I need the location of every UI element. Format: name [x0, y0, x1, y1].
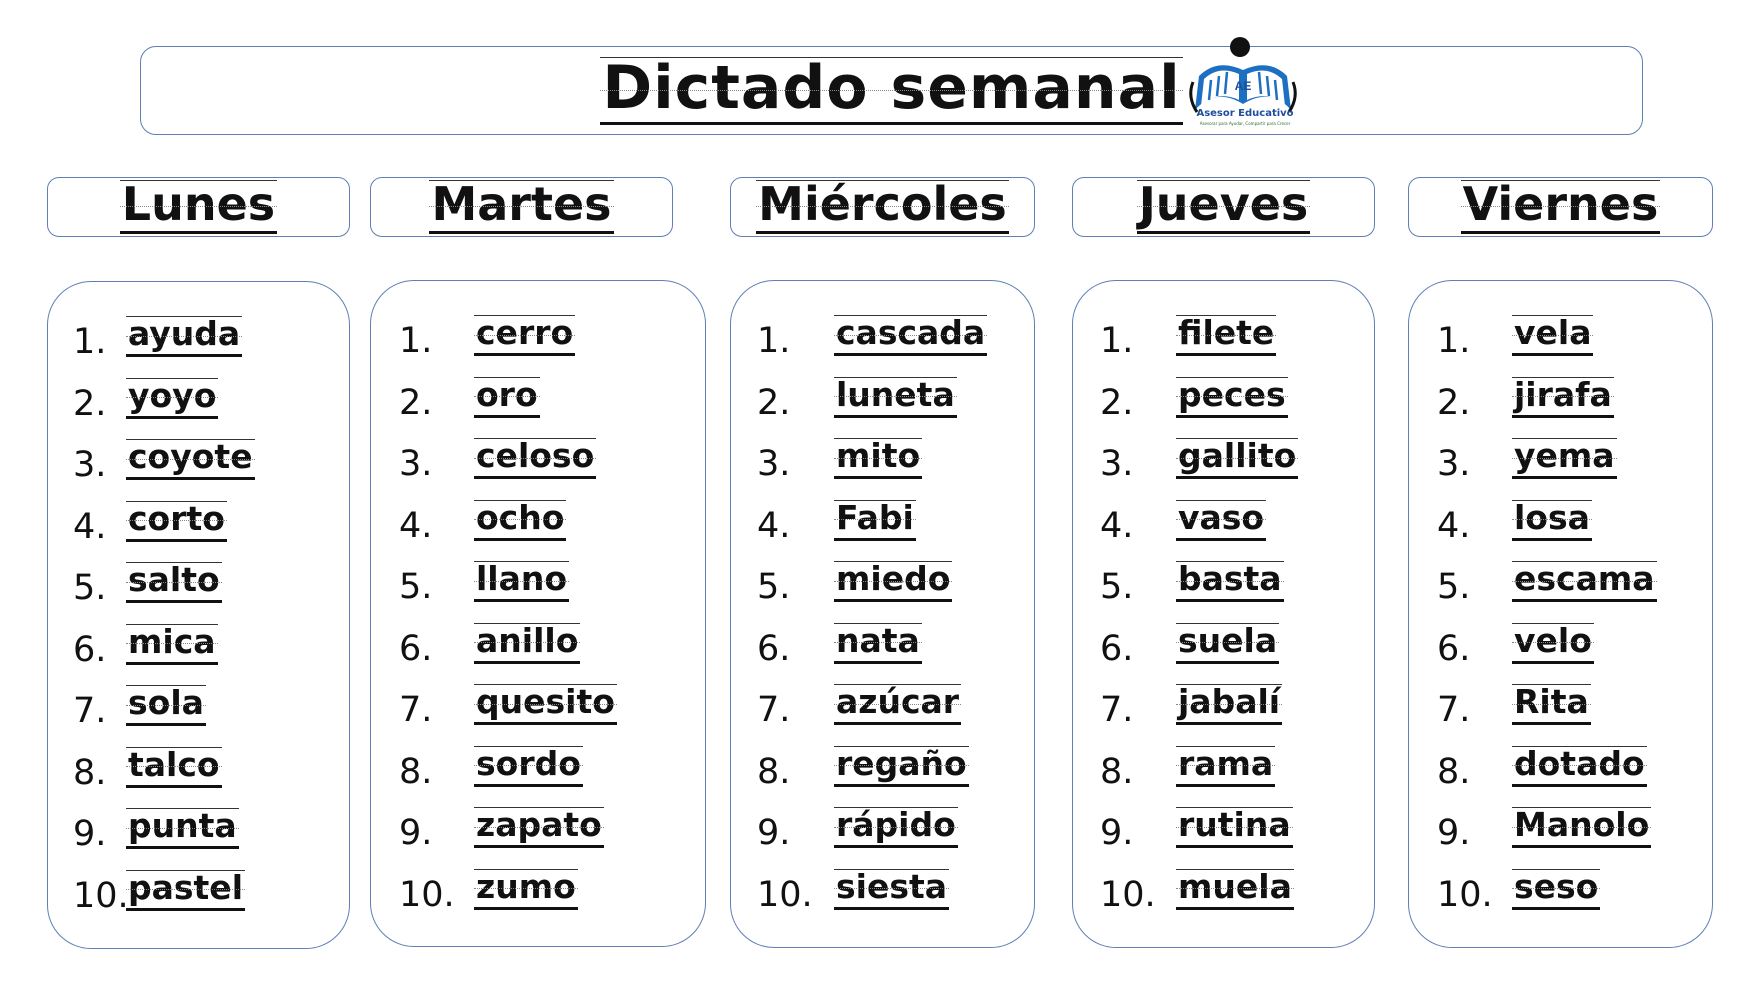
list-item: [1073, 315, 1374, 375]
list-item: [1073, 561, 1374, 621]
word-cell: [1176, 561, 1284, 602]
word-cell: [834, 438, 922, 479]
word-cell: [1512, 561, 1657, 602]
word-cell: [1512, 684, 1591, 725]
list-item: [731, 438, 1034, 498]
day-header-lunes: [47, 177, 350, 237]
item-number: 10.: [1100, 874, 1156, 915]
dictation-word: salto: [126, 562, 222, 603]
word-cell: [1512, 374, 1614, 418]
word-cell: [474, 561, 569, 602]
list-item: [1409, 743, 1712, 806]
dictation-word: cascada: [834, 315, 987, 356]
list-item: [371, 620, 705, 683]
day-label: Martes: [429, 180, 613, 234]
word-cell: [126, 808, 239, 849]
word-cell: [1176, 374, 1288, 418]
item-number: 6.: [757, 628, 791, 669]
list-item: [48, 375, 349, 438]
dictation-word: celoso: [474, 438, 596, 479]
list-item: [1073, 684, 1374, 744]
dictation-word: pastel: [126, 870, 245, 911]
list-item: [371, 866, 705, 929]
dictation-word: jirafa: [1512, 377, 1614, 418]
item-number: 4.: [757, 505, 791, 546]
word-cell: [126, 744, 222, 788]
day-header-jueves: [1072, 177, 1375, 237]
list-item: [1073, 438, 1374, 498]
word-list-jueves: [1072, 280, 1375, 948]
word-cell: [1176, 620, 1279, 664]
logo-name: Asesor Educativo: [1196, 108, 1294, 119]
item-number: 9.: [73, 814, 107, 854]
list-item: [1409, 497, 1712, 560]
word-cell: [834, 743, 969, 787]
dictation-word: dotado: [1512, 746, 1647, 787]
dictation-word: suela: [1176, 623, 1279, 664]
dictation-word: yoyo: [126, 378, 218, 419]
dictation-word: muela: [1176, 869, 1294, 910]
dictation-word: zapato: [474, 807, 604, 848]
list-item: [48, 808, 349, 868]
word-cell: [1176, 497, 1266, 541]
word-cell: [834, 497, 916, 541]
item-number: 4.: [1437, 505, 1471, 546]
item-number: 5.: [1437, 567, 1471, 607]
dictation-word: vaso: [1176, 500, 1266, 541]
word-list-martes: [370, 280, 706, 947]
dictation-word: regaño: [834, 746, 969, 787]
dictation-word: ocho: [474, 500, 566, 541]
dictation-word: velo: [1512, 623, 1594, 664]
item-number: 7.: [73, 691, 107, 731]
item-number: 3.: [73, 445, 107, 485]
list-item: [1073, 866, 1374, 929]
dictation-word: rama: [1176, 746, 1275, 787]
dictation-word: mito: [834, 438, 922, 479]
item-number: 8.: [399, 751, 433, 792]
word-cell: [834, 866, 949, 910]
list-item: [731, 866, 1034, 929]
list-item: [48, 316, 349, 376]
list-item: [731, 807, 1034, 867]
word-cell: [126, 498, 227, 542]
day-label: Jueves: [1137, 180, 1311, 234]
dictation-word: Fabi: [834, 500, 916, 541]
list-item: [731, 497, 1034, 560]
list-item: [371, 684, 705, 744]
list-item: [1409, 866, 1712, 929]
dictation-word: vela: [1512, 315, 1593, 356]
item-number: 8.: [1100, 751, 1134, 792]
list-item: [1073, 807, 1374, 867]
item-number: 9.: [757, 813, 791, 853]
dictation-word: jabalí: [1176, 684, 1282, 725]
word-cell: [834, 807, 958, 848]
item-number: 7.: [757, 690, 791, 730]
dictation-word: quesito: [474, 684, 617, 725]
item-number: 1.: [1437, 321, 1471, 361]
word-cell: [474, 684, 617, 725]
item-number: 1.: [757, 321, 791, 361]
dictation-word: rutina: [1176, 807, 1293, 848]
dictation-word: rápido: [834, 807, 958, 848]
item-number: 6.: [1437, 628, 1471, 669]
item-number: 3.: [757, 444, 791, 484]
dictation-word: sordo: [474, 746, 583, 787]
list-item: [371, 315, 705, 375]
dictation-word: sola: [126, 685, 206, 726]
dictation-word: talco: [126, 747, 222, 788]
word-cell: [1512, 743, 1647, 787]
word-cell: [1512, 497, 1592, 541]
list-item: [371, 374, 705, 437]
item-number: 10.: [1437, 874, 1493, 915]
item-number: 2.: [757, 382, 791, 423]
word-cell: [1512, 315, 1593, 356]
dictation-word: zumo: [474, 869, 578, 910]
list-item: [731, 620, 1034, 683]
word-cell: [474, 743, 583, 787]
list-item: [371, 561, 705, 621]
word-cell: [1176, 315, 1276, 356]
word-cell: [834, 315, 987, 356]
item-number: 4.: [399, 505, 433, 546]
logo-tagline: Asesorar para Ayudar, Compartir para Crecer: [1199, 121, 1291, 126]
dictation-word: ayuda: [126, 316, 242, 357]
word-cell: [1176, 743, 1275, 787]
word-cell: [474, 620, 580, 664]
item-number: 8.: [757, 751, 791, 792]
word-cell: [474, 374, 540, 418]
list-item: [48, 498, 349, 561]
word-cell: [126, 375, 218, 419]
word-cell: [1512, 866, 1600, 910]
item-number: 5.: [73, 568, 107, 608]
list-item: [371, 743, 705, 806]
word-cell: [1176, 438, 1298, 479]
word-cell: [474, 438, 596, 479]
logo-monogram: AE: [1234, 79, 1252, 93]
dictation-word: Manolo: [1512, 807, 1651, 848]
list-item: [1073, 743, 1374, 806]
item-number: 10.: [399, 874, 455, 915]
dictation-word: losa: [1512, 500, 1592, 541]
list-item: [1409, 438, 1712, 498]
item-number: 10.: [757, 874, 813, 915]
item-number: 10.: [73, 875, 129, 916]
dictation-word: siesta: [834, 869, 949, 910]
word-cell: [126, 439, 255, 480]
dictation-word: azúcar: [834, 684, 961, 725]
item-number: 6.: [1100, 628, 1134, 669]
item-number: 3.: [1100, 444, 1134, 484]
list-item: [1409, 315, 1712, 375]
list-item: [371, 438, 705, 498]
item-number: 2.: [1100, 382, 1134, 423]
dictation-word: llano: [474, 561, 569, 602]
dictation-word: yema: [1512, 438, 1617, 479]
list-item: [1409, 374, 1712, 437]
list-item: [731, 315, 1034, 375]
dictation-word: peces: [1176, 377, 1288, 418]
dictation-word: punta: [126, 808, 239, 849]
list-item: [48, 562, 349, 622]
item-number: 7.: [1437, 690, 1471, 730]
dictation-word: nata: [834, 623, 922, 664]
word-cell: [1512, 438, 1617, 479]
list-item: [731, 374, 1034, 437]
list-item: [731, 684, 1034, 744]
list-item: [48, 744, 349, 807]
list-item: [1409, 807, 1712, 867]
word-cell: [474, 315, 575, 356]
item-number: 8.: [73, 752, 107, 793]
word-cell: [474, 807, 604, 848]
day-header-viernes: [1408, 177, 1713, 237]
item-number: 8.: [1437, 751, 1471, 792]
item-number: 2.: [399, 382, 433, 423]
list-item: [48, 621, 349, 684]
word-cell: [126, 685, 206, 726]
item-number: 6.: [399, 628, 433, 669]
item-number: 2.: [1437, 382, 1471, 423]
list-item: [48, 867, 349, 930]
item-number: 5.: [757, 567, 791, 607]
title-banner: [140, 46, 1643, 135]
item-number: 6.: [73, 629, 107, 670]
word-cell: [834, 561, 952, 602]
word-cell: [126, 562, 222, 603]
day-label: Miércoles: [756, 180, 1009, 234]
word-list-viernes: [1408, 280, 1713, 948]
list-item: [371, 807, 705, 867]
item-number: 3.: [399, 444, 433, 484]
item-number: 4.: [73, 506, 107, 547]
item-number: 1.: [399, 321, 433, 361]
word-list-lunes: [47, 281, 350, 949]
word-cell: [834, 374, 957, 418]
list-item: [48, 685, 349, 745]
list-item: [1073, 374, 1374, 437]
list-item: [731, 743, 1034, 806]
word-cell: [1176, 866, 1294, 910]
dictation-word: oro: [474, 377, 540, 418]
item-number: 1.: [73, 322, 107, 362]
list-item: [1409, 684, 1712, 744]
dictation-word: mica: [126, 624, 218, 665]
list-item: [731, 561, 1034, 621]
word-cell: [1512, 620, 1594, 664]
list-item: [1073, 620, 1374, 683]
word-cell: [1512, 807, 1651, 848]
list-item: [371, 497, 705, 560]
word-cell: [1176, 807, 1293, 848]
dictation-word: corto: [126, 501, 227, 542]
item-number: 9.: [399, 813, 433, 853]
word-cell: [474, 866, 578, 910]
item-number: 1.: [1100, 321, 1134, 361]
word-list-miercoles: [730, 280, 1035, 948]
list-item: [48, 439, 349, 499]
day-header-miercoles: [730, 177, 1035, 237]
title-container: [141, 47, 1642, 134]
day-header-martes: [370, 177, 673, 237]
list-item: [1073, 497, 1374, 560]
word-cell: [126, 316, 242, 357]
word-cell: [834, 684, 961, 725]
word-cell: [126, 867, 245, 911]
item-number: 9.: [1100, 813, 1134, 853]
item-number: 7.: [1100, 690, 1134, 730]
item-number: 5.: [1100, 567, 1134, 607]
word-cell: [834, 620, 922, 664]
day-label: Viernes: [1461, 180, 1661, 234]
dictation-word: anillo: [474, 623, 580, 664]
page-title: Dictado semanal: [602, 52, 1181, 123]
dictation-word: filete: [1176, 315, 1276, 356]
item-number: 9.: [1437, 813, 1471, 853]
item-number: 4.: [1100, 505, 1134, 546]
item-number: 7.: [399, 690, 433, 730]
dictation-word: escama: [1512, 561, 1657, 602]
dictation-word: coyote: [126, 439, 255, 480]
dictation-word: Rita: [1512, 684, 1591, 725]
dictation-word: cerro: [474, 315, 575, 356]
list-item: [1409, 620, 1712, 683]
item-number: 5.: [399, 567, 433, 607]
dictation-word: gallito: [1176, 438, 1298, 479]
dictation-word: miedo: [834, 561, 952, 602]
word-cell: [1176, 684, 1282, 725]
dictation-word: luneta: [834, 377, 957, 418]
day-label: Lunes: [120, 180, 277, 234]
dictation-word: seso: [1512, 869, 1600, 910]
dictation-word: basta: [1176, 561, 1284, 602]
word-cell: [474, 497, 566, 541]
list-item: [1409, 561, 1712, 621]
item-number: 3.: [1437, 444, 1471, 484]
word-cell: [126, 621, 218, 665]
item-number: 2.: [73, 383, 107, 424]
